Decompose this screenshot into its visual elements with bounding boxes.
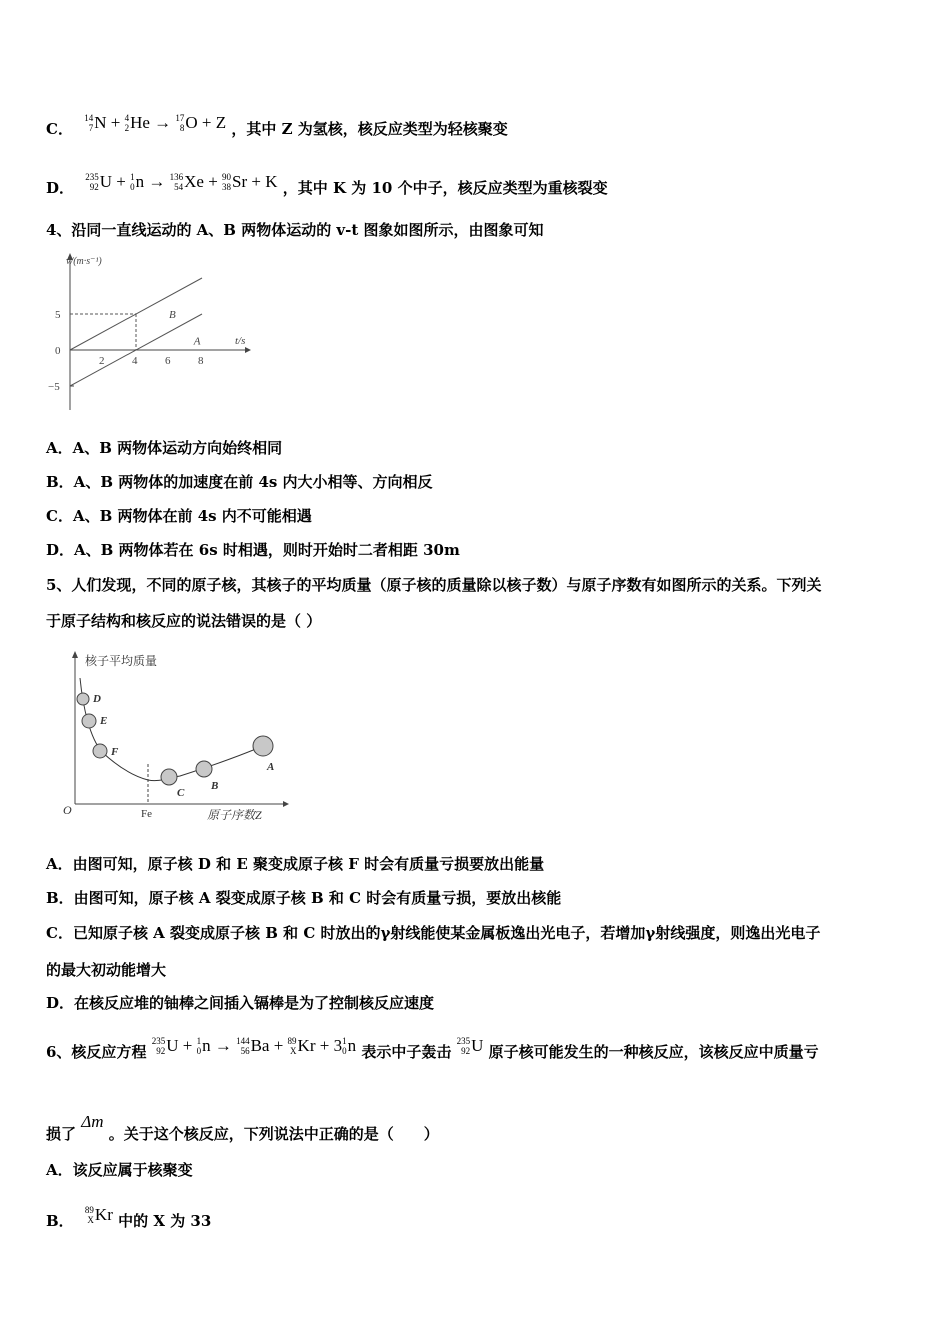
q6-option-b: B． 89 X Kr 中的 X 为 33 <box>46 1205 212 1230</box>
q6-stem-line-2: 损了 Δm 。关于这个核反应，下列说法中正确的是（ ） <box>46 1112 439 1143</box>
nucleus-label-C: C <box>177 787 185 799</box>
x-tick-label: 6 <box>165 355 171 367</box>
y-tick-label: 0 <box>55 345 61 357</box>
nucleus-label-F: F <box>111 746 119 758</box>
nucleus-label-E: E <box>100 715 108 727</box>
x-tick-label: 2 <box>99 355 105 367</box>
nuclear-equation-q6: 235 92 U + 1 0 n → 144 56 Ba + 89 X Kr + 3 1 0 n <box>151 1036 357 1057</box>
nucleus-label-B: B <box>211 780 219 792</box>
mass-chart <box>55 648 295 828</box>
nucleus-point-B <box>196 761 212 777</box>
q5-option-b: B．由图可知，原子核 A 裂变成原子核 B 和 C 时会有质量亏损，要放出核能 <box>46 889 562 907</box>
q5-option-a: A．由图可知，原子核 D 和 E 聚变成原子核 F 时会有质量亏损要放出能量 <box>46 855 545 873</box>
q5-stem-2: 于原子结构和核反应的说法错误的是（ ） <box>46 612 322 630</box>
q3-option-d: D． 235 92 U + 1 0 n → 136 54 Xe + 90 38 Sr + K ，其中 K 为 10 个中子，核反应类型为重核裂变 <box>46 172 608 197</box>
delta-m: Δm <box>81 1112 104 1131</box>
nucleus-point-A <box>253 736 273 756</box>
x-tick-label: 4 <box>132 355 138 367</box>
vt-chart <box>40 250 260 420</box>
mass-curve <box>80 678 263 781</box>
q5-option-c-cont: 的最大初动能增大 <box>46 961 167 979</box>
y-axis-label: v/(m·s⁻¹) <box>66 256 102 267</box>
q5-stem-1: 5、人们发现，不同的原子核，其核子的平均质量（原子核的质量除以核子数）与原子序数有如图所示的关系。下列关 <box>46 576 822 594</box>
q5-option-c: C．已知原子核 A 裂变成原子核 B 和 C 时放出的γ射线能使某金属板逸出光电子，若增加γ射线强度，则逸出光电子 <box>46 924 821 942</box>
y-axis-arrow <box>72 651 78 658</box>
x-axis-arrow <box>245 347 251 353</box>
x-axis-label: 原子序数Z <box>207 808 262 822</box>
series-label-B: B <box>169 309 176 321</box>
nuclear-equation-c: 14 7 N + 4 2 He → 17 8 O + Z <box>84 113 227 134</box>
uranium-nuclide: 235 92 U <box>456 1036 484 1057</box>
series-label-A: A <box>193 335 201 348</box>
nucleus-point-C <box>161 769 177 785</box>
q4-option-b: B．A、B 两物体的加速度在前 4s 内大小相等、方向相反 <box>46 473 433 491</box>
x-axis-label: t/s <box>235 335 246 347</box>
q4-option-c: C．A、B 两物体在前 4s 内不可能相遇 <box>46 507 312 525</box>
q4-option-a: A．A、B 两物体运动方向始终相同 <box>46 439 283 457</box>
q3-option-c: C． 14 7 N + 4 2 He → 17 8 O + Z ，其中 Z 为氢核，核反应类型为轻核聚变 <box>46 113 508 138</box>
nucleus-label-D: D <box>93 693 101 705</box>
q4-stem: 4、沿同一直线运动的 A、B 两物体运动的 v-t 图象如图所示，由图象可知 <box>46 221 544 239</box>
q4-option-d: D．A、B 两物体若在 6s 时相遇，则时开始时二者相距 30m <box>46 541 460 559</box>
x-axis-arrow <box>283 801 289 807</box>
nuclear-equation-d: 235 92 U + 1 0 n → 136 54 Xe + 90 38 Sr + K <box>85 172 278 193</box>
origin-label: O <box>63 803 72 817</box>
krypton-nuclide: 89 X Kr <box>84 1205 113 1226</box>
q5-option-d: D．在核反应堆的铀棒之间插入镉棒是为了控制核反应速度 <box>46 994 435 1012</box>
x-tick-label: 8 <box>198 355 204 367</box>
q6-stem-line-1: 6、核反应方程 235 92 U + 1 0 n → 144 56 Ba + 89 X Kr + 3 1 0 n 表示中子轰击 235 92 U 原子核可能发生的一种核反应，该核反应中质量亏 <box>46 1036 819 1061</box>
nucleus-point-F <box>93 744 107 758</box>
nucleus-point-D <box>77 693 89 705</box>
nucleus-point-E <box>82 714 96 728</box>
q6-option-a: A．该反应属于核聚变 <box>46 1161 193 1179</box>
fe-label: Fe <box>141 808 152 820</box>
y-tick-label: −5 <box>48 381 60 393</box>
nucleus-label-A: A <box>267 761 275 773</box>
y-axis-label: 核子平均质量 <box>85 654 158 668</box>
y-tick-label: 5 <box>55 309 61 321</box>
